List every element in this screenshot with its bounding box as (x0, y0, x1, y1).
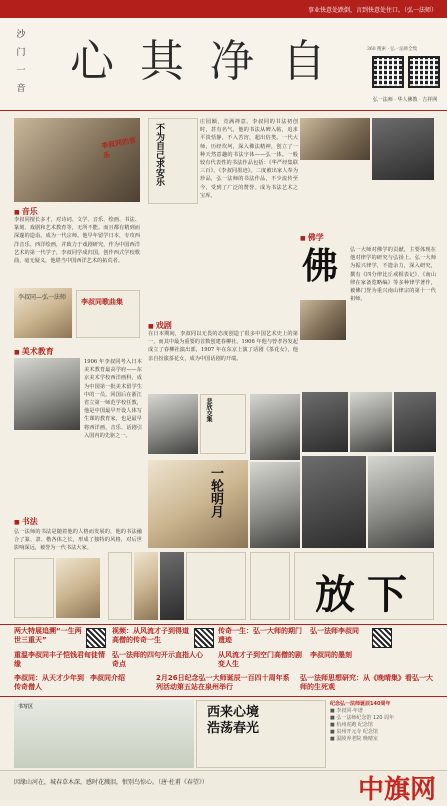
qr-code[interactable] (372, 628, 392, 648)
seal-signature (12, 26, 30, 94)
column-text (300, 162, 370, 206)
qr-code[interactable] (194, 628, 214, 648)
book-title: 李叔同—弘一法师 (18, 294, 67, 301)
article-link[interactable]: 传奇一生：弘一大师的期门遗迹 (218, 627, 302, 644)
divider (0, 110, 447, 111)
photo (368, 456, 434, 548)
article-link[interactable]: 视频：从风流才子到得道高僧的传奇一生 (112, 627, 189, 644)
footer (0, 770, 447, 805)
section-heading-calligraphy: ■ 书法 (14, 516, 38, 527)
photo (302, 392, 348, 452)
calligraphy-char: 下 (367, 571, 407, 618)
qr-label: 360 搜索 · 弘一法师全集 (367, 47, 418, 52)
photo (250, 462, 300, 548)
article-link[interactable]: 李叔同的墨刻 (310, 651, 352, 659)
title-char: 心 (70, 36, 114, 87)
divider (0, 696, 447, 697)
section-heading-drama: ■ 戏剧 (148, 320, 172, 331)
article-link[interactable]: 弘一法师李叔同 (310, 627, 359, 635)
article-link[interactable]: 重温李叔同丰子恺钱君甸徒情缘 (14, 651, 105, 668)
portrait-photo (14, 118, 140, 202)
calligraphy-scroll (250, 552, 290, 620)
qr-code[interactable] (86, 628, 106, 648)
qr-code[interactable] (408, 56, 440, 88)
article-link[interactable]: 李叔同：从天才少年到传奇僧人 (14, 674, 84, 691)
title-char: 其 (140, 36, 184, 87)
photo-caption: 李叔同的音乐 (100, 135, 137, 161)
divider (0, 624, 447, 625)
book-cover (160, 552, 184, 620)
calligraphy-char: 放 (315, 571, 355, 618)
calligraphy-fang-xia (294, 552, 434, 620)
qr-code[interactable] (372, 56, 404, 88)
info-line: ■ 李叔同·年谱 (330, 708, 363, 714)
article-link[interactable]: 2月26日纪念弘一大师诞辰一百四十周年系列活动第五站在泉州举行 (156, 674, 290, 691)
section-heading-art-education: ■ 美术教育 (14, 346, 54, 357)
seal-char: 门 (16, 48, 26, 58)
music-text: 李叔同擅长多才，对诗词、文学、音乐、绘画、书法、篆刻、戏剧和艺术教育等，无所不能。而且都有精到而深邃的造诣。成为一代宗师。他早年留学日本，专攻西洋音乐、西洋绘画，并致力于戏剧研究。作为中国西洋艺术的第一代学子，李叔同学成归国，创作西式学校歌曲，毫无疑义，他堪当中国西洋艺术的拓荒者。 (14, 217, 140, 265)
top-banner-text: 事业快意处跌倒，言到快意处住口。（弘一法师） (307, 6, 437, 14)
calligraphy-scroll: 悲欣交集 (200, 394, 246, 454)
calligraphy-text: 弘一法师的书法是随着他的人格而发展的，他的书法融合了篆、隶、楷各体之长，形成了独特的风格，对后世影响深远，被誉为一代书法大家。 (14, 529, 142, 552)
book-cover (186, 552, 246, 620)
top-banner (0, 0, 447, 18)
info-line: ■ 泉州开元寺 纪念馆 (330, 729, 378, 735)
info-line: ■ 杭州虎跑 纪念馆 (330, 722, 373, 728)
photo (148, 394, 198, 454)
section-heading-music: ■ 音乐 (14, 206, 38, 217)
film-title: 一轮明月 (208, 466, 223, 518)
book-cover (108, 552, 132, 620)
photo (300, 300, 346, 340)
book-cover (134, 552, 158, 620)
masthead-caption: 弘一法师 · 华人佛教 · 吉祥网 (372, 97, 438, 103)
info-line: ■ 弘一法师纪念馆 120 周年 (330, 715, 395, 721)
book-cover (14, 288, 72, 338)
writing-area[interactable] (14, 700, 194, 768)
buddhism-text: 弘一大师对佛学的贡献，主要体现在他对律学的研究与弘扬上。弘一大师为振兴律学，不遗余力，深入研究，撰有《四分律比丘戒相表记》、《南山律在家备览略编》等多种律学著作，被佛门誉为重兴南山律宗的第十一代祖师。 (350, 247, 436, 303)
photo (250, 394, 300, 460)
calligraphy-scroll: 不为自己求安乐 (148, 118, 198, 204)
calligraphy-buddha: 佛 (302, 245, 339, 287)
seal-char: 音 (16, 84, 26, 94)
title-char: 自 (282, 36, 326, 87)
book-cover (76, 290, 140, 338)
article-link[interactable]: 李叔同介绍 (90, 674, 125, 682)
info-line: ■ 温陵养老院 晚晴室 (330, 736, 378, 742)
portrait-photo (14, 358, 80, 430)
title-char: 净 (210, 36, 254, 87)
book-title: 李叔同歌曲集 (81, 297, 123, 306)
photo (300, 118, 370, 160)
book-cover (56, 558, 100, 618)
footer-poem: 因缘山河在，城春草木深，感时花溅泪，恨别鸟惊心。（唐·杜甫《春望》） (14, 779, 208, 786)
film-poster (148, 460, 248, 548)
info-title: 纪念弘一法师诞辰140周年 (330, 701, 391, 707)
column-text: 庄园颖，竞满禅意。李叔同的书法初创时，甚有名气，他的书法从碑入帖，追求平淡恬静，不入苦窍，超出俗类。一代大师，历经坎坷，深入佛法精神，创立了一种天然意趣的书法字体——弘一体。一般较有代表性的书法作品包括：《华严经集联三百》、《李叔同墨迹》。二度被出家人奉为珍品，弘一法师的书法作品，不少流传至今，受到了广泛的赞誉。成为书法艺术之宝库。 (200, 119, 298, 199)
section-heading-buddhism: ■ 佛学 (300, 232, 324, 243)
photo (394, 392, 436, 452)
article-link[interactable]: 弘一法师的四句开示直指人心奇点 (112, 651, 203, 668)
article-link[interactable]: 从风流才子到空门高僧的剧变人生 (218, 651, 302, 668)
drama-text: 在日本期间，李叔同以无畏的态度创造了很多中国艺术史上的第一，而其中最为重要的首数创建春柳社。1906 年他与曾孝谷发起成立了春柳社演出部，1907 年在东京上演了话剧《茶花女》，他亲自扮演茶花女，成为中国话剧的开端。 (148, 331, 298, 362)
art-edu-text: 1906 年李叔同考入日本美术教育最高学府——东京美术学校西洋画科，成为中国第一批美术留学生中的一员。回国后在浙江省立第一师范学校任教，他是中国最早开设人体写生课的教育家，也是最早将西洋画、音乐、话剧引入国内的先驱之一。 (84, 359, 142, 439)
calligraphy-scroll: 西来心境 浩荡春光 (196, 700, 326, 768)
photo (350, 392, 392, 452)
photo (302, 456, 366, 548)
book-cover (14, 558, 54, 618)
seal-char: 沙 (16, 30, 26, 40)
article-link[interactable]: 两大特展追溯“一生两世三重天” (14, 627, 82, 644)
writing-area-label: 书写区 (18, 704, 34, 710)
seal-char: 一 (16, 66, 26, 76)
watermark-logo: 中旗网 (358, 775, 437, 805)
article-link[interactable]: 弘一法师思想研究：从《晚晴集》看弘一大师的生死观 (300, 674, 433, 691)
info-box (330, 700, 436, 768)
photo (372, 118, 434, 180)
